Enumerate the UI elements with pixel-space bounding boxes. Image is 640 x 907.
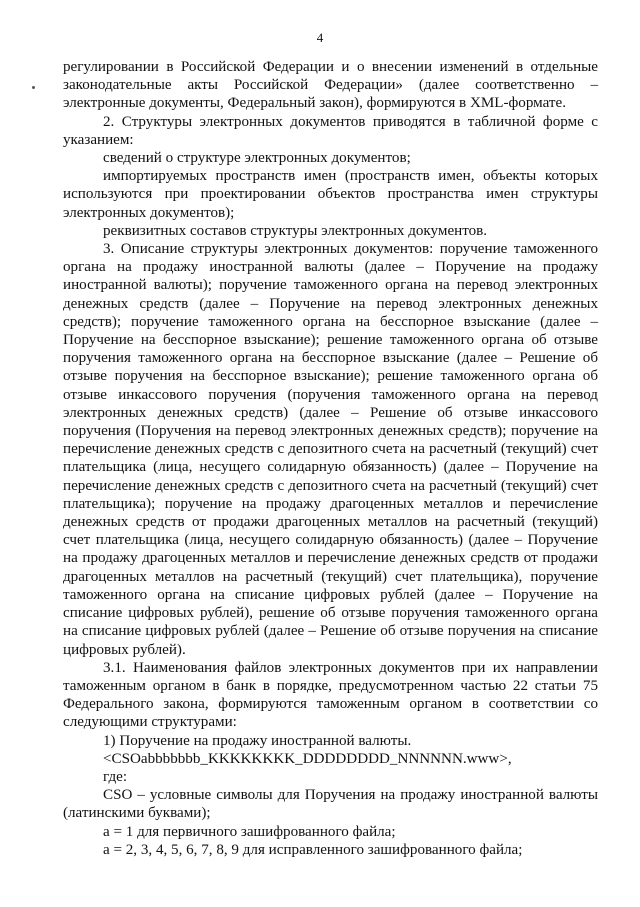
paragraph-13: а = 2, 3, 4, 5, 6, 7, 8, 9 для исправленного зашифрованного файла; [103, 841, 523, 858]
paragraph-10: где: [103, 768, 128, 785]
paragraph-3: сведений о структуре электронных документов; [103, 150, 411, 167]
paragraph-5: реквизитных составов структуры электронных документов. [103, 222, 488, 239]
paragraph-11: CSO – условные символы для Поручения на продажу иностранной валюты (латинскими буквами); [63, 787, 598, 822]
paragraph-8: 1) Поручение на продажу иностранной валюты. [103, 732, 412, 749]
scan-artifact-dot [32, 86, 35, 89]
paragraph-6: 3. Описание структуры электронных документов: поручение таможенного органа на продажу иностранной валюты (далее – Поручение на продажу иностранной валюты); поручение таможенного органа на перевод электронных денежных средств (далее – Поручение на перевод электронных денежных средств); поручение таможенного органа на бесспорное взыскание (далее – Поручение на бесспорное взыскание); решение таможенного органа об отзыве поручения таможенного органа на бесспорное взыскание (далее – Решение об отзыве поручения на бесспорное взыскание); решение таможенного органа об отзыве инкассового поручения (поручения таможенного органа на перевод электронных денежных средств) (далее – Решение об отзыве инкассового поручения (Поручения на перевод электронных денежных средств); поручение на перечисление денежных средств с депозитного счета на расчетный (текущий) счет плательщика (лица, несущего солидарную обязанность) (далее – Поручение на перечисление денежных средств с депозитного счета на расчетный (текущий) счет плательщика); поручение на продажу драгоценных металлов и перечисление денежных средств от продажи драгоценных металлов на расчетный (текущий) счет плательщика (лица, несущего солидарную обязанность) (далее – Поручение на продажу драгоценных металлов и перечисление денежных средств от продажи драгоценных металлов на расчетный (текущий) счет плательщика), поручение таможенного органа на списание цифровых рублей (далее – Поручение на списание цифровых рублей), решение об отзыве поручения таможенного органа на списание цифровых рублей (далее – Решение об отзыве поручения на списание цифровых рублей). [63, 241, 598, 658]
paragraph-1: регулировании в Российской Федерации и о внесении изменений в отдельные законодательные акты Российской Федерации» (далее соответственно – электронные документы, Федеральный закон), формируются в XML-формате. [63, 59, 598, 112]
document-body [63, 58, 598, 859]
paragraph-7: 3.1. Наименования файлов электронных документов при их направлении таможенным органом в банк в порядке, предусмотренном частью 22 статьи 75 Федерального закона, формируются таможенным органом в соответствии со следующими структурами: [63, 659, 598, 731]
paragraph-9: <CSOabbbbbbb_KKKKKKKK_DDDDDDDD_NNNNNN.www>, [103, 750, 512, 767]
paragraph-2: 2. Структуры электронных документов приводятся в табличной форме с указанием: [63, 113, 598, 148]
page-number: 4 [316, 30, 324, 45]
paragraph-4: импортируемых пространств имен (пространств имен, объекты которых используются при проектировании объектов пространства имен структуры электронных документов); [63, 168, 598, 221]
paragraph-12: а = 1 для первичного зашифрованного файла; [103, 823, 396, 840]
